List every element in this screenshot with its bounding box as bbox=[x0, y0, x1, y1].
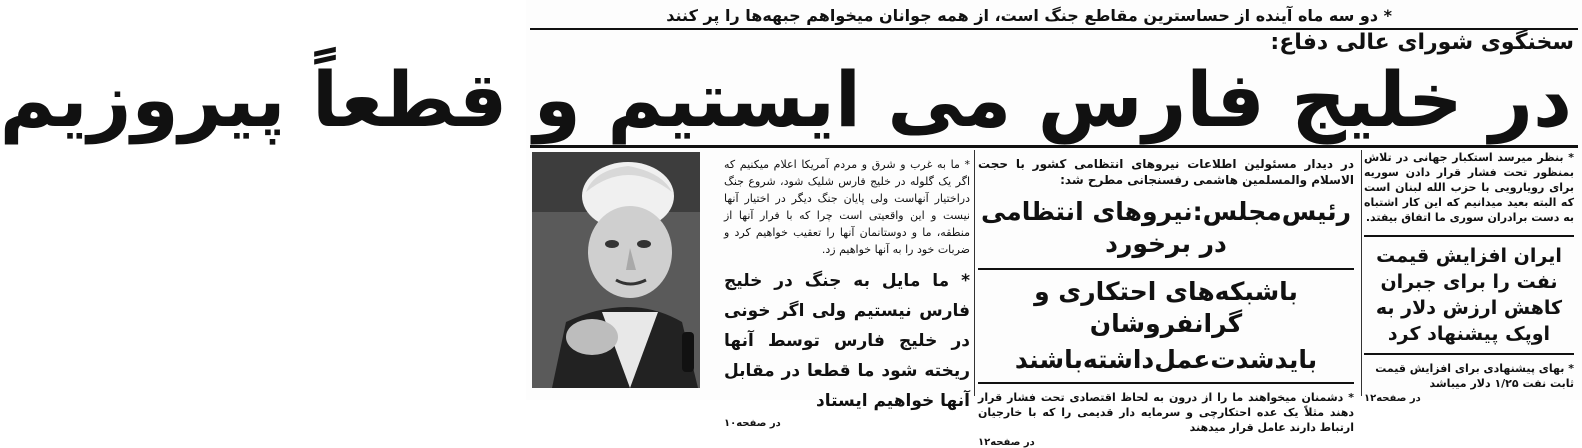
page-ref: در صفحه۱۲ bbox=[978, 437, 1035, 448]
portrait-photo-icon bbox=[532, 152, 700, 388]
mid-headline-2: باشبکه‌های احتکاری و گرانفروشان bbox=[978, 268, 1354, 340]
middle-column bbox=[978, 150, 1354, 448]
oil-price-headline: ایران افزایش قیمت نفت را برای جبران کاهش ارزش دلار به اوپک پیشنهاد کرد bbox=[1364, 235, 1574, 355]
surtitle: سخنگوی شورای عالی دفاع: bbox=[1270, 30, 1574, 55]
portrait-photo bbox=[532, 152, 700, 388]
mid-lead: در دیدار مسئولین اطلاعات نیروهای انتظامی کشور با حجت الاسلام والمسلمین هاشمی رفسنجانی مطرح شد: bbox=[978, 157, 1354, 187]
page-ref: در صفحه۱۰ bbox=[724, 418, 781, 429]
left-lead: * ما به غرب و شرق و مردم آمریکا اعلام میکنیم که اگر یک گلوله در خلیج فارس شلیک شود، شروع جنگ دراختیار آنهاست ولی پایان جنگ دیگر در اختیار آنها نیست و این واقعیتی است چرا که با فرار آنها از منطقه، ما و دوستانمان آنها را تعقیب خواهیم کرد و ضربات خود را به آنها خواهیم زد. bbox=[724, 158, 970, 256]
headline-rule bbox=[530, 145, 1578, 148]
mid-headline-3: بایدشدت‌عمل‌داشته‌باشند bbox=[978, 344, 1354, 384]
top-kicker: * دو سه ماه آینده از حساسترین مقاطع جنگ است، از همه جوانان میخواهم جبهه‌ها را پر کنند bbox=[666, 5, 1392, 25]
left-quote: * ما مایل به جنگ در خلیج فارس نیستیم ولی اگر خونی در خلیج فارس توسط آنها ریخته شود ما قطعا در مقابل آنها خواهیم ایستاد bbox=[724, 271, 970, 411]
right-column bbox=[1364, 150, 1574, 404]
top-kicker-bar bbox=[532, 2, 1392, 28]
page-ref: در صفحه۱۲ bbox=[1364, 393, 1421, 404]
right-lead: * بنظر میرسد استکبار جهانی در تلاش بمنظور تحت فشار قرار دادن سوریه برای رویارویی با حزب الله لبنان است که البته بعید میدانیم که این کار اشتباه به دست برادران سوری ما اتفاق بیفتد. bbox=[1364, 151, 1574, 224]
column-divider bbox=[974, 150, 975, 396]
mid-foot: * دشمنان میخواهند ما را از درون به لحاظ اقتصادی تحت فشار قرار دهند مثلاً یک عده احتکارچی و سرمایه دار قدیمی را که با خارجیان ارتباط دارند عامل قرار میدهند bbox=[978, 391, 1354, 434]
column-divider bbox=[1361, 150, 1362, 396]
main-headline: در خلیج فارس می ایستیم و قطعاً پیروزیم bbox=[0, 55, 1572, 144]
left-column bbox=[724, 150, 970, 429]
mid-headline-1: رئیس‌مجلس:نیروهای انتظامی در برخورد bbox=[980, 197, 1352, 258]
oil-price-text: * بهای پیشنهادی برای افزایش قیمت ثابت نفت ۱/۲۵ دلار میباشد bbox=[1375, 362, 1574, 390]
